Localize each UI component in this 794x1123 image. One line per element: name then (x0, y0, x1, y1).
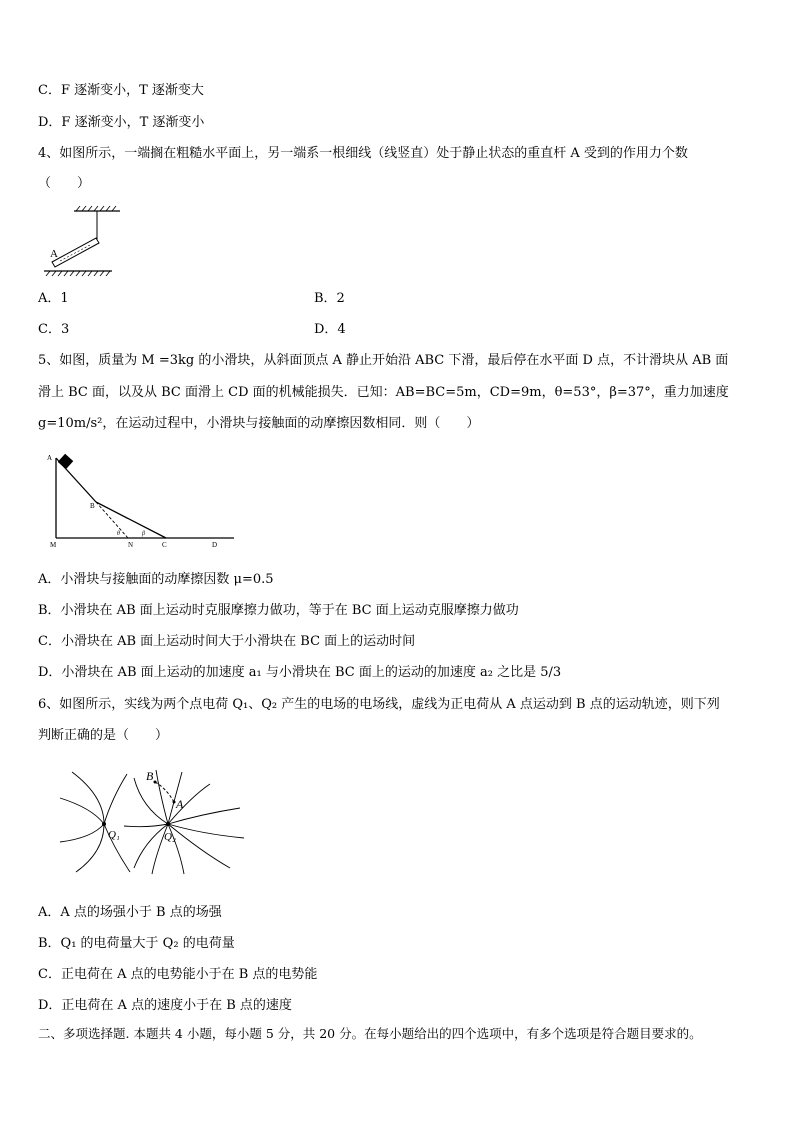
q5-label-m: M (50, 541, 57, 549)
q5-label-beta: β (142, 531, 145, 537)
q5-label-d: D (212, 541, 218, 549)
q5-option-b: B．小滑块在 AB 面上运动时克服摩擦力做功，等于在 BC 面上运动克服摩擦力做功 (38, 603, 519, 618)
q5-label-c: C (162, 541, 167, 549)
q6-label-b: B (146, 769, 154, 783)
q5-stem-line1: 5、如图，质量为 M =3kg 的小滑块，从斜面顶点 A 静止开始沿 ABC 下滑，最后停在水平面 D 点，不计滑块从 AB 面 (38, 353, 729, 368)
q4-option-c: C．3 (38, 322, 70, 337)
q5-option-a: A．小滑块与接触面的动摩擦因数 μ=0.5 (38, 572, 274, 587)
q5-option-c: C．小滑块在 AB 面上运动时间大于小滑块在 BC 面上的运动时间 (38, 634, 416, 649)
q6-label-q2: Q₂ (164, 831, 176, 843)
q6-label-q1: Q₁ (108, 829, 120, 841)
q4-option-a: A．1 (38, 291, 69, 306)
q5-stem-line2: 滑上 BC 面，以及从 BC 面滑上 CD 面的机械能损失．已知：AB=BC=5m，CD=9m，θ=53°，β=37°，重力加速度 (38, 385, 729, 400)
q5-label-theta: θ (117, 531, 120, 537)
q5-label-n: N (128, 541, 134, 549)
q6-option-b: B．Q₁ 的电荷量大于 Q₂ 的电荷量 (38, 936, 235, 951)
q4-stem-line2: （ ） (38, 176, 91, 191)
q6-stem-line2: 判断正确的是（ ） (38, 728, 169, 743)
q5-stem-line3: g=10m/s²，在运动过程中，小滑块与接触面的动摩擦因数相同．则（ ） (38, 416, 480, 431)
q6-label-a: A (176, 797, 184, 811)
q6-figure (52, 768, 252, 876)
q4-option-d: D．4 (314, 322, 346, 337)
q4-stem-line1: 4、如图所示，一端搁在粗糙水平面上，另一端系一根细线（线竖直）处于静止状态的重直杆 A 受到的作用力个数 (38, 146, 688, 161)
q3-option-c: C．F 逐渐变小，T 逐渐变大 (38, 83, 204, 98)
q5-option-d: D．小滑块在 AB 面上运动的加速度 a₁ 与小滑块在 BC 面上的运动的加速度 a₂ 之比是 5/3 (38, 665, 562, 680)
q4-rod-label: A (50, 248, 58, 260)
section-2-heading: 二、多项选择题. 本题共 4 小题，每小题 5 分，共 20 分。在每小题给出的四个选项中，有多个选项是符合题目要求的。 (38, 1026, 702, 1041)
q6-option-c: C．正电荷在 A 点的电势能小于在 B 点的电势能 (38, 967, 318, 982)
q5-label-b: B (90, 502, 95, 510)
q4-option-b: B．2 (314, 291, 345, 306)
q4-figure (40, 205, 130, 280)
q3-option-d: D．F 逐渐变小，T 逐渐变小 (38, 115, 205, 130)
q5-label-a: A (47, 454, 53, 462)
q6-option-a: A．A 点的场强小于 B 点的场强 (38, 905, 222, 920)
q5-figure (44, 450, 244, 550)
q6-stem-line1: 6、如图所示，实线为两个点电荷 Q₁、Q₂ 产生的电场的电场线，虚线为正电荷从 A 点运动到 B 点的运动轨迹，则下列 (38, 697, 720, 712)
q6-option-d: D．正电荷在 A 点的速度小于在 B 点的速度 (38, 998, 292, 1013)
